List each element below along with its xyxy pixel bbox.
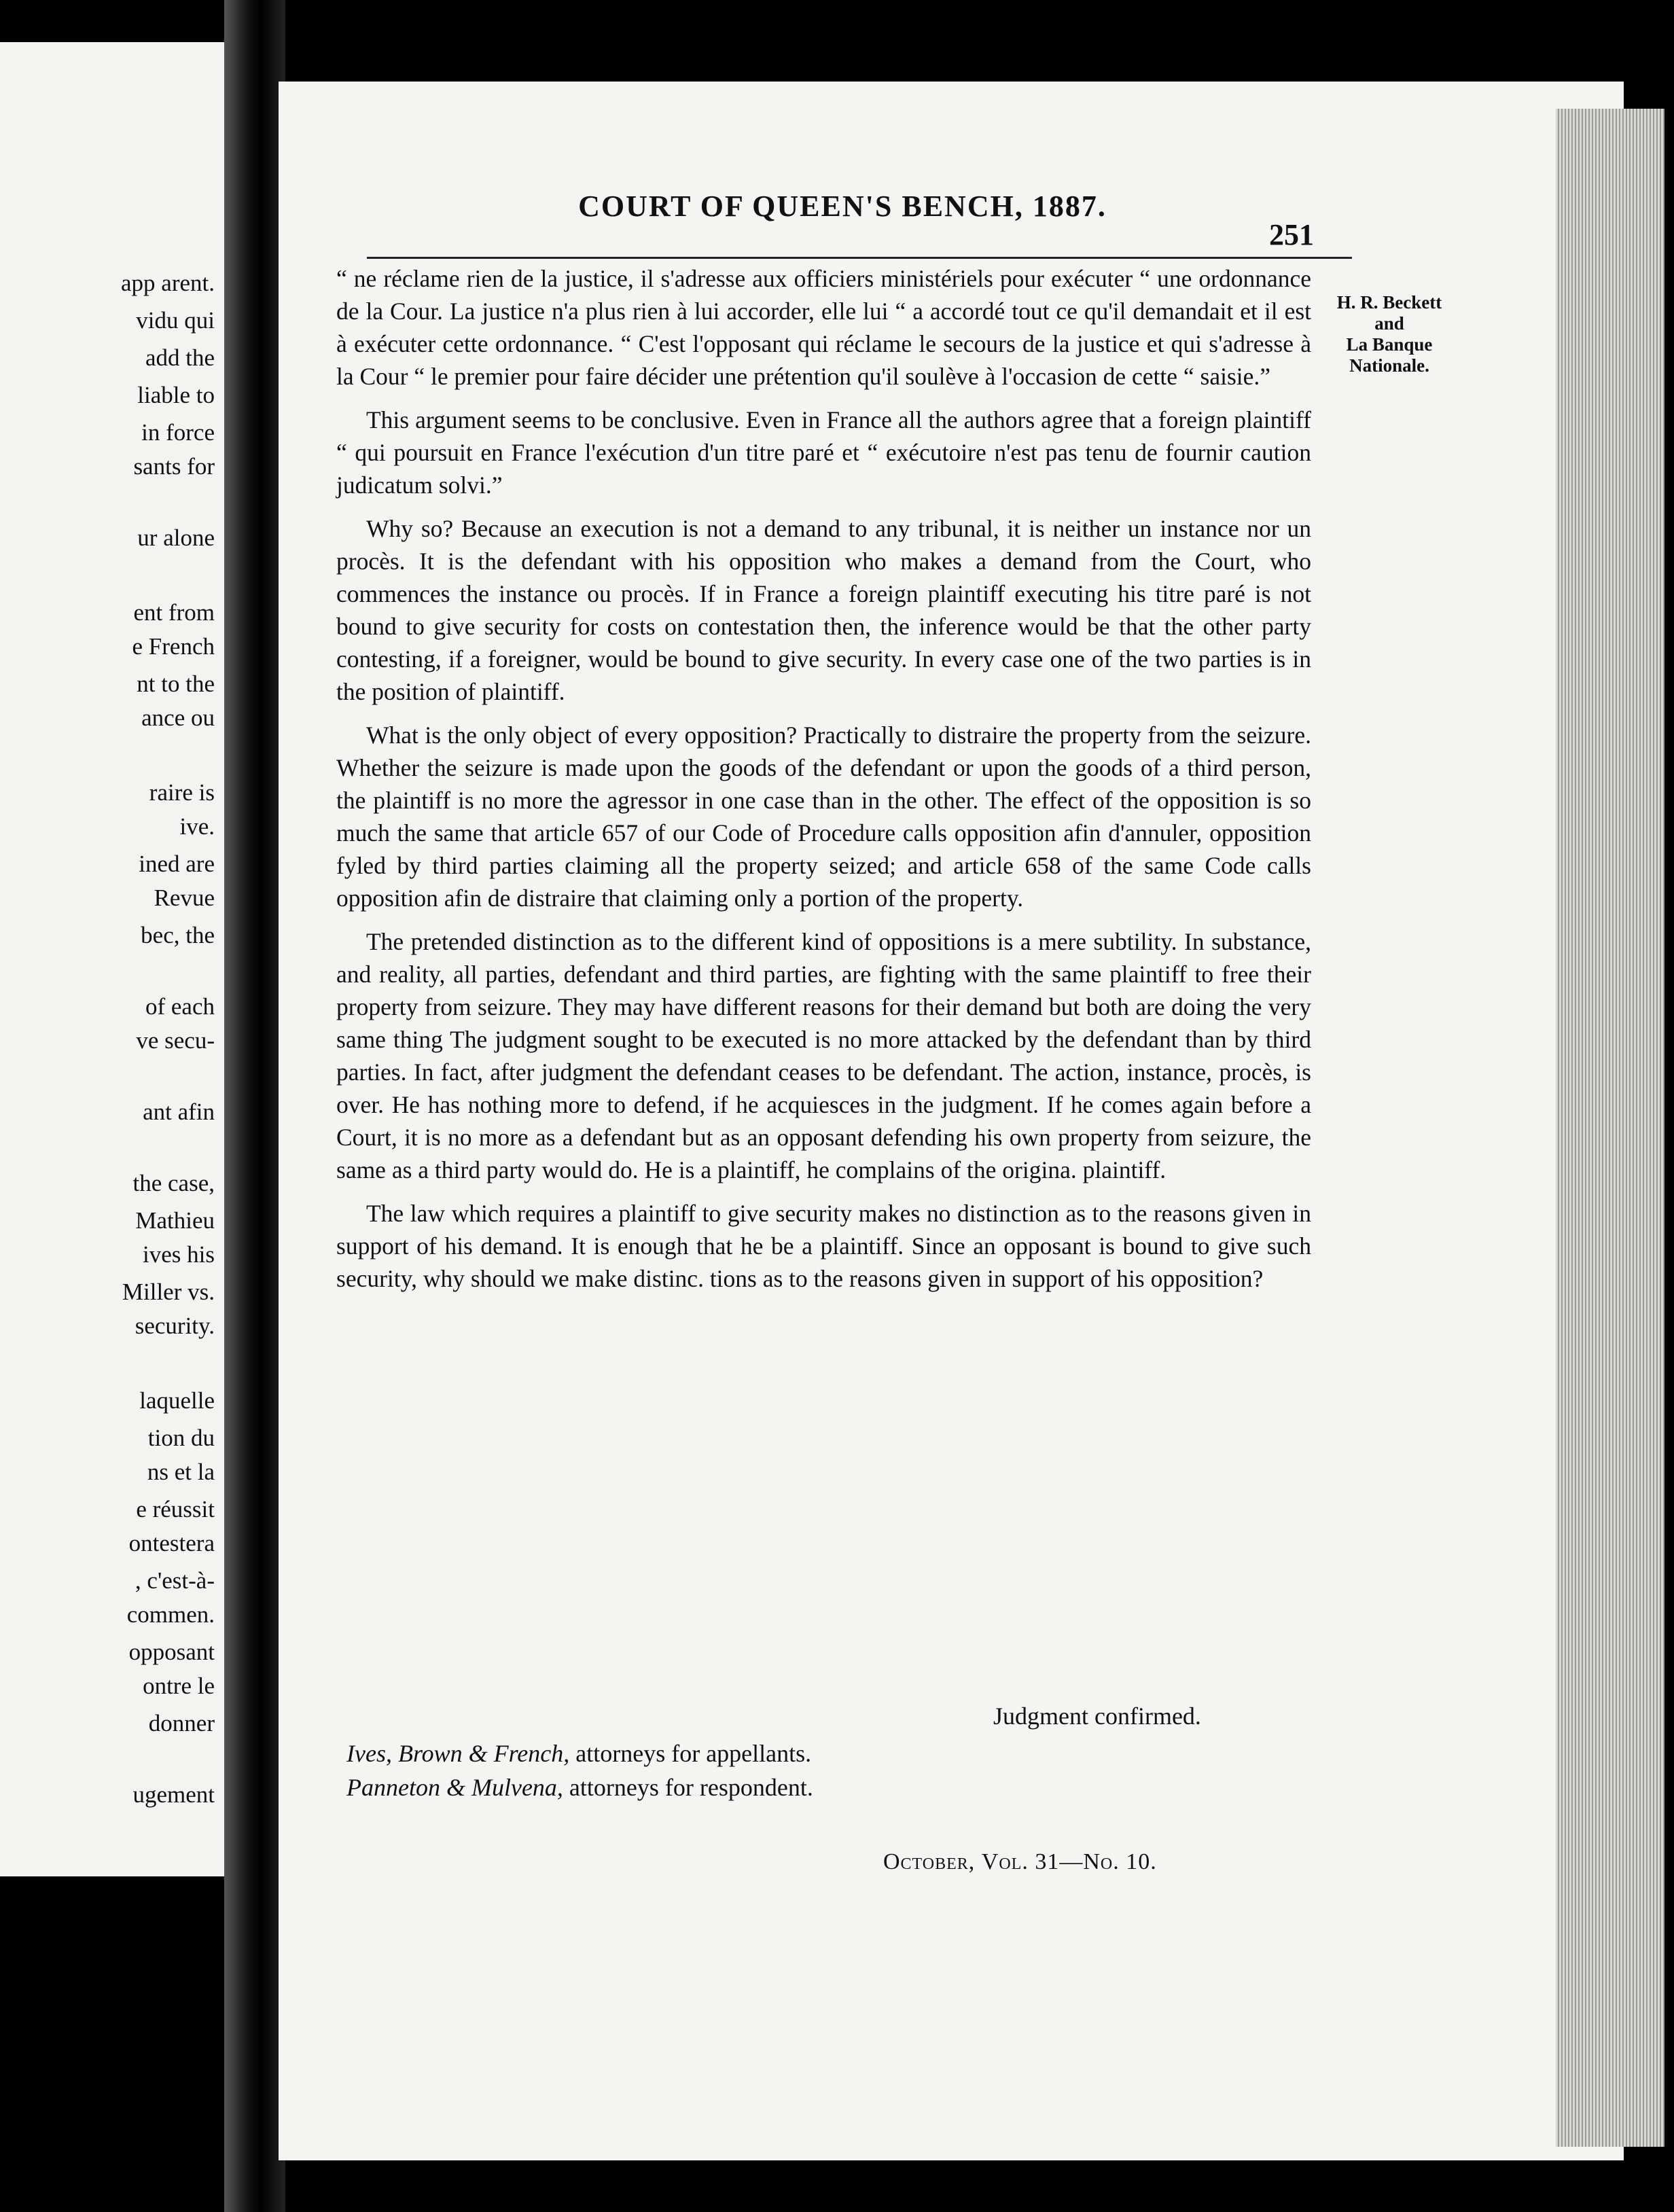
side-note-line: and [1374, 313, 1404, 334]
paragraph: “ ne réclame rien de la justice, il s'adresse aux officiers ministériels pour exécuter “ une ordonnance de la Cour. La justice n'a plus rien à lui accorder, elle lui “ a accordé tout ce qu'il demandait et il est à exécuter cette ordonnance. “ C'est l'opposant qui réclame le secours de la justice et qui s'adresse à la Cour “ le premier pour faire décider une prétention qu'il soulève à l'occasion de cette “ saisie.” [336, 265, 1311, 390]
left-page-line: tion du [147, 1425, 215, 1451]
left-page-line: ugement [132, 1781, 215, 1808]
left-page-line: of each [145, 993, 215, 1020]
left-page-line: in force [141, 419, 215, 446]
attorney-role: attorneys for appellants. [575, 1740, 812, 1767]
attorney-names: Panneton & Mulvena, [346, 1774, 563, 1801]
left-page-line: Mathieu [135, 1207, 215, 1234]
left-page-line: sants for [133, 453, 215, 480]
left-page-line: ive. [179, 813, 215, 840]
left-page-line: liable to [137, 382, 215, 408]
left-page-line: the case, [132, 1170, 215, 1196]
decision-text: Judgment confirmed. [993, 1702, 1201, 1730]
page-edges [1556, 109, 1664, 2147]
left-page-line: ontestera [128, 1530, 215, 1556]
paragraph: The law which requires a plaintiff to give security makes no distinction as to the reasons given in support of his demand. It is enough that he be a plaintiff. Since an opposant is bound to give such security, why should we make distinc. tions as to the reasons given in support of his opposition? [336, 1200, 1311, 1292]
left-page-line: commen. [126, 1601, 215, 1628]
left-page-line: Miller vs. [122, 1279, 215, 1305]
side-note-line: H. R. Beckett [1336, 292, 1442, 313]
left-page-line: ance ou [141, 704, 215, 731]
left-page-line: ns et la [147, 1459, 215, 1485]
left-page-line: opposant [128, 1639, 215, 1665]
left-page-line: ve secu- [136, 1027, 215, 1054]
paragraph: Why so? Because an execution is not a demand to any tribunal, it is neither un instance nor un procès. It is the defendant with his opposition who makes a demand from the Court, who commences the instance ou procès. If in France a foreign plaintiff executing his titre paré is not bound to give security for costs on contestation then, the inference would be that the other party contesting, if a foreigner, would be bound to give security. In every case one of the two parties is in the position of plaintiff. [336, 515, 1311, 705]
left-page-fragment [0, 42, 224, 1876]
left-page-line: raire is [149, 779, 215, 806]
running-header: COURT OF QUEEN'S BENCH, 1887. [578, 190, 1107, 223]
left-page-line: nt to the [137, 671, 215, 697]
left-page-line: ent from [133, 599, 215, 626]
left-page-line: ant afin [143, 1099, 215, 1125]
case-side-note [1321, 292, 1457, 376]
footer-volume: Vol. 31—No. 10. [981, 1849, 1157, 1874]
footer-month: October, [883, 1849, 976, 1874]
body-text [336, 262, 1311, 1306]
left-page-line: ined are [139, 851, 215, 877]
paragraph: What is the only object of every opposition? Practically to distraire the property from the seizure. Whether the seizure is made upon the goods of the defendant or upon the goods of a third person, the plaintiff is no more the agressor in one case than in the other. The effect of the opposition is so much the same that article 657 of our Code of Procedure calls opposition afin d'annuler, opposition fyled by third parties claiming all the property seized; and article 658 of the same Code calls opposition afin de distraire that claiming only a portion of the property. [336, 721, 1311, 912]
left-page-line: ives his [143, 1241, 215, 1268]
signature-footer [883, 1849, 1157, 1875]
attorney-role: attorneys for respondent. [569, 1774, 813, 1801]
attorney-names: Ives, Brown & French, [346, 1740, 570, 1767]
left-page-line: add the [145, 344, 215, 371]
left-page-line: security. [135, 1313, 215, 1339]
side-note-line: Nationale. [1349, 355, 1429, 376]
left-page-line: ur alone [137, 524, 215, 551]
left-page-line: Revue [154, 885, 215, 911]
left-page-line: , c'est-à- [135, 1567, 215, 1594]
book-gutter [224, 0, 285, 2212]
header-rule [367, 257, 1352, 259]
left-page-line: e réussit [136, 1496, 215, 1522]
attorneys-line [346, 1739, 811, 1768]
left-page-line: laquelle [139, 1387, 215, 1414]
left-page-line: bec, the [141, 922, 215, 948]
left-page-line: app arent. [121, 270, 215, 296]
paragraph: This argument seems to be conclusive. Even in France all the authors agree that a foreign plaintiff “ qui poursuit en France l'exécution d'un titre paré et “ exécutoire n'est pas tenu de fournir caution judicatum solvi.” [336, 406, 1311, 499]
left-page-line: e French [132, 633, 215, 660]
page-number: 251 [1269, 218, 1314, 251]
left-page-line: donner [148, 1710, 215, 1736]
side-note-line: La Banque [1346, 334, 1433, 355]
paragraph: The pretended distinction as to the different kind of oppositions is a mere subtility. In substance, and reality, all parties, defendant and third parties, are fighting with the same plaintiff to free their property from seizure. They may have different reasons for their demand but both are doing the very same thing The judgment sought to be executed is no more attacked by the defendant than by third parties. In fact, after judgment the defendant ceases to be defendant. The action, instance, procès, is over. He has nothing more to defend, if he acquiesces in the judgment. If he comes again before a Court, it is no more as a defendant but as an opposant defending his own property from seizure, the same as a third party would do. He is a plaintiff, he complains of the origina. plaintiff. [336, 928, 1311, 1183]
left-page-line: ontre le [143, 1673, 215, 1699]
left-page-line: vidu qui [136, 307, 215, 334]
attorneys-line [346, 1773, 813, 1802]
